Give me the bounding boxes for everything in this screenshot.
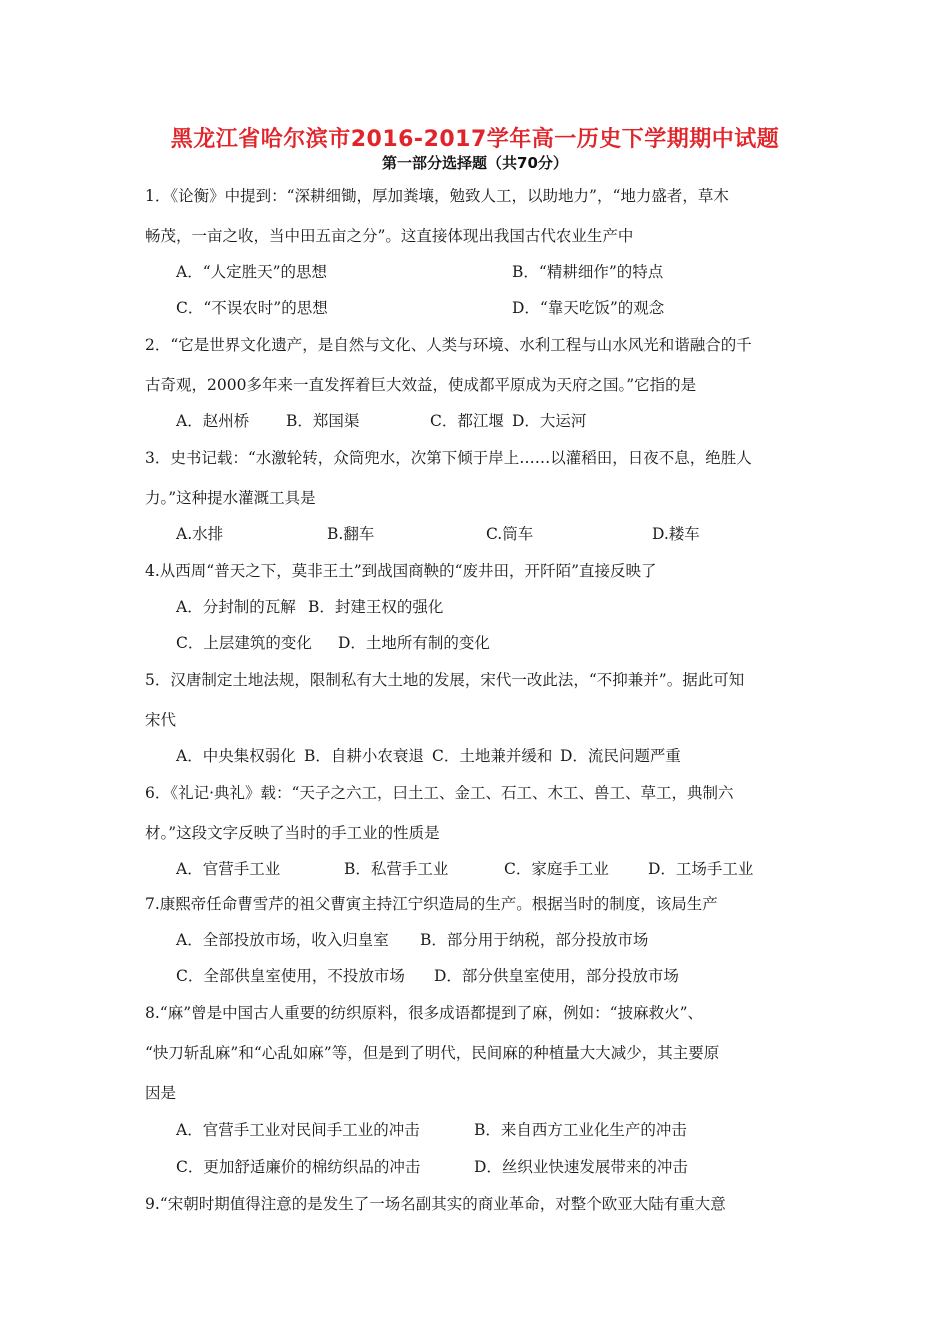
question-3-option-b: B.翻车 [327, 525, 375, 543]
question-3-option-c: C.筒车 [486, 525, 534, 543]
question-5-stem-line-1: 5．汉唐制定土地法规，限制私有大土地的发展，宋代一改此法，“不抑兼并”。据此可知 [145, 671, 745, 689]
question-1-stem-line-1: 1．《论衡》中提到：“深耕细锄，厚加粪壤，勉致人工，以助地力”，“地力盛者，草木 [145, 187, 729, 205]
question-8-option-c: C．更加舒适廉价的棉纺织品的冲击 [176, 1158, 421, 1176]
question-7-option-c: C．全部供皇室使用，不投放市场 [176, 967, 405, 985]
question-2-option-c: C．都江堰 [430, 412, 504, 430]
question-2-stem-line-1: 2．“它是世界文化遗产，是自然与文化、人类与环境、水利工程与山水风光和谐融合的千 [145, 336, 752, 354]
question-2-option-d: D．大运河 [512, 412, 587, 430]
question-4-option-c: C．上层建筑的变化 [176, 634, 312, 652]
question-8-option-a: A．官营手工业对民间手工业的冲击 [176, 1121, 420, 1139]
question-5-option-c: C．土地兼并缓和 [432, 747, 553, 765]
question-8-stem-line-2: “快刀斩乱麻”和“心乱如麻”等，但是到了明代，民间麻的种植量大大减少，其主要原 [145, 1044, 720, 1062]
question-5-option-b: B．自耕小农衰退 [304, 747, 424, 765]
question-3-option-d: D.耧车 [652, 525, 700, 543]
question-7-option-d: D．部分供皇室使用，部分投放市场 [434, 967, 679, 985]
question-2-option-a: A．赵州桥 [176, 412, 250, 430]
question-5-stem-line-2: 宋代 [145, 711, 177, 729]
question-8-option-b: B．来自西方工业化生产的冲击 [474, 1121, 687, 1139]
question-8-stem-line-3: 因是 [145, 1084, 177, 1102]
question-2-option-b: B．郑国渠 [286, 412, 360, 430]
question-7-option-a: A．全部投放市场，收入归皇室 [176, 931, 389, 949]
question-3-stem-line-2: 力。”这种提水灌溉工具是 [145, 489, 316, 507]
question-2-stem-line-2: 古奇观，2000多年来一直发挥着巨大效益，使成都平原成为天府之国。”它指的是 [145, 376, 697, 394]
question-1-option-d: D．“靠天吃饭”的观念 [512, 299, 665, 317]
question-1-option-b: B．“精耕细作”的特点 [512, 263, 664, 281]
question-6-option-a: A．官营手工业 [176, 860, 281, 878]
question-6-stem-line-1: 6．《礼记·典礼》载：“天子之六工，曰土工、金工、石工、木工、兽工、草工，典制六 [145, 784, 734, 802]
document-title: 黑龙江省哈尔滨市2016-2017学年高一历史下学期期中试题 [170, 127, 780, 152]
question-4-option-a: A．分封制的瓦解 [176, 598, 296, 616]
question-3-stem-line-1: 3．史书记载：“水激轮转，众筒兜水，次第下倾于岸上……以灌稻田，日夜不息，绝胜人 [145, 449, 752, 467]
question-4-option-d: D．土地所有制的变化 [338, 634, 490, 652]
question-1-option-a: A．“人定胜天”的思想 [176, 263, 328, 281]
question-6-stem-line-2: 材。”这段文字反映了当时的手工业的性质是 [145, 824, 440, 842]
question-8-stem-line-1: 8.“麻”曾是中国古人重要的纺织原料，很多成语都提到了麻，例如：“披麻救火”、 [145, 1004, 703, 1022]
question-1-option-c: C．“不误农时”的思想 [176, 299, 328, 317]
question-8-option-d: D．丝织业快速发展带来的冲击 [474, 1158, 688, 1176]
question-6-option-c: C．家庭手工业 [504, 860, 609, 878]
question-4-option-b: B．封建王权的强化 [308, 598, 444, 616]
question-4-stem-line-1: 4.从西周“普天之下，莫非王土”到战国商鞅的“废井田，开阡陌”直接反映了 [145, 562, 657, 580]
question-6-option-d: D．工场手工业 [648, 860, 754, 878]
question-9-stem-line-1: 9.“宋朝时期值得注意的是发生了一场名副其实的商业革命，对整个欧亚大陆有重大意 [145, 1195, 726, 1213]
question-5-option-d: D．流民问题严重 [560, 747, 681, 765]
question-7-option-b: B．部分用于纳税，部分投放市场 [420, 931, 649, 949]
question-1-stem-line-2: 畅茂，一亩之收，当中田五亩之分”。这直接体现出我国古代农业生产中 [145, 227, 634, 245]
section-heading: 第一部分选择题（共70分） [382, 154, 568, 172]
question-3-option-a: A.水排 [176, 525, 224, 543]
question-6-option-b: B．私营手工业 [344, 860, 449, 878]
question-7-stem-line-1: 7.康熙帝任命曹雪芹的祖父曹寅主持江宁织造局的生产。根据当时的制度，该局生产 [145, 895, 718, 913]
question-5-option-a: A．中央集权弱化 [176, 747, 296, 765]
